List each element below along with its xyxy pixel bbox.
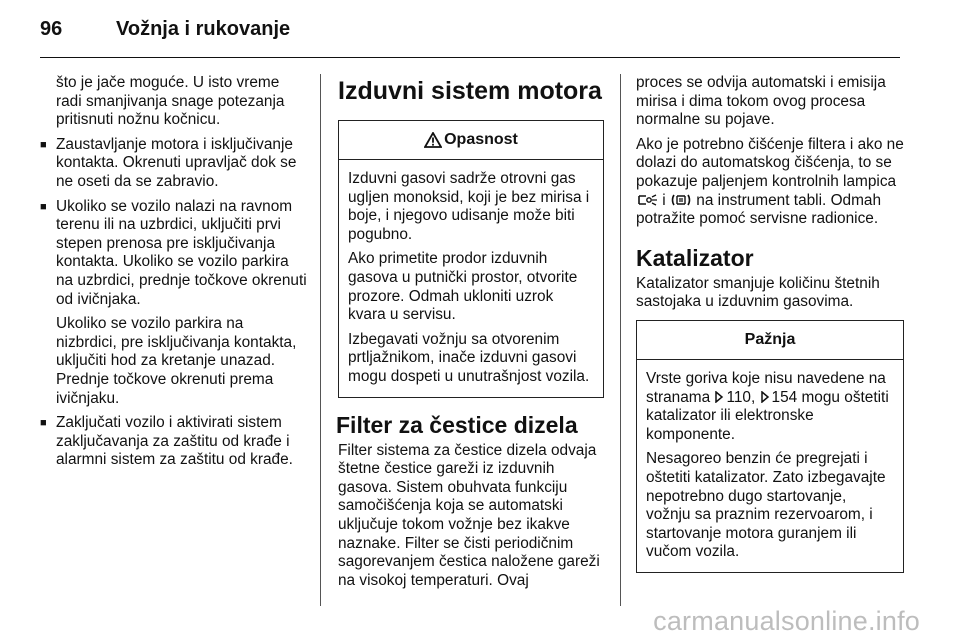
exhaust-lamp-icon <box>636 193 658 207</box>
column-middle <box>338 74 604 596</box>
notice-box-header <box>637 321 903 360</box>
subsection-heading: Filter za čestice dizela <box>336 411 578 438</box>
page-reference-icon <box>760 391 770 403</box>
notice-box-body <box>637 360 903 572</box>
notice-paragraph: Nesagoreo benzin će pregrejati i oštetiti katalizator. Zato izbegavajte nepotrebno dugo startovanje, vožnju sa praznim rezervoarom, i startovanje motora guranjem ili vučom vozila. <box>646 450 886 561</box>
sub-paragraph: Ukoliko se vozilo parkira na nizbrdici, pre isključivanja kontakta, uključiti hod za kretanje unazad. Prednje točkove okrenuti prema ivičnjaku. <box>56 315 297 407</box>
warning-triangle-icon <box>424 132 442 148</box>
danger-paragraph: Ako primetite prodor izduvnih gasova u putnički prostor, otvorite prozore. Odmah ukloniti uzrok kvara u servisu. <box>348 250 578 324</box>
page-header <box>40 18 900 54</box>
danger-paragraph: Izbegavati vožnju sa otvorenim prtljažnikom, inače izduvni gasovi mogu dospeti u unutrašnjost vozila. <box>348 330 590 385</box>
danger-box-body <box>339 160 603 397</box>
square-bullet-icon: ■ <box>40 417 47 430</box>
intro-paragraph: Katalizator smanjuje količinu štetnih sastojaka u izduvnim gasovima. <box>636 274 880 311</box>
glow-plug-lamp-icon <box>670 193 692 207</box>
square-bullet-icon: ■ <box>40 138 47 151</box>
continued-paragraph: što je jače moguće. U isto vreme radi smanjivanja snage potezanja pritisnuti nožnu kočnicu. <box>56 74 285 129</box>
section-heading: Katalizator <box>636 244 754 271</box>
notice-box <box>636 320 904 573</box>
warning-lamp-paragraph: Ako je potrebno čišćenje filtera i ako ne dolazi do automatskog čišćenja, to se pokazuje paljenjem kontrolnih lampica i na instrument tabli. Odmah potražite pomoć servisne radionice. <box>636 135 904 228</box>
column-divider <box>320 74 321 606</box>
column-left <box>40 74 308 476</box>
continued-paragraph: proces se odvija automatski i emisija mirisa i dima tokom ovog procesa normalne su pojave. <box>636 74 886 129</box>
list-item: ■ Ukoliko se vozilo nalazi na ravnom terenu ili na uzbrdici, uključiti prvi stepen prenosa pre isključivanja kontakta. Ukoliko se vozilo parkira na uzbrdici, prednje točkove okrenuti od ivičnjaka. <box>40 197 307 308</box>
section-heading: Izduvni sistem motora <box>338 77 602 105</box>
square-bullet-icon: ■ <box>40 200 47 213</box>
page-reference-icon <box>714 391 724 403</box>
column-right <box>636 74 904 573</box>
danger-box-header <box>339 121 603 160</box>
filter-paragraph: Filter sistema za čestice dizela odvaja štetne čestice gareži iz izduvnih gasova. Sistem obuhvata funkciju samočišćenja koja se automatski uključuje tokom vožnje bez ikakve naznake. Filter se čisti periodičnim sagorevanjem čestica naložene gareži na visokoj temperaturi. Ovaj <box>338 441 600 589</box>
danger-box-title: Opasnost <box>444 130 518 148</box>
list-item: ■ Zaustavljanje motora i isključivanje kontakta. Okrenuti upravljač dok se ne oseti da se zabravio. <box>40 135 297 190</box>
watermark-text: carmanualsonline.info <box>653 606 920 636</box>
list-item: ■ Zaključati vozilo i aktivirati sistem zaključavanja za zaštitu od krađe i alarmni sistem za zaštitu od krađe. <box>40 414 293 469</box>
column-divider <box>620 74 621 606</box>
chapter-title: Vožnja i rukovanje <box>116 18 291 40</box>
danger-paragraph: Izduvni gasovi sadrže otrovni gas ugljen monoksid, koji je bez mirisa i boje, i njegovo udisanje može biti pogubno. <box>348 170 590 243</box>
notice-box-title: Pažnja <box>744 330 796 348</box>
page-number: 96 <box>40 18 63 40</box>
notice-paragraph: Vrste goriva koje nisu navedene na stranama 110, 154 mogu oštetiti katalizator ili elektronske komponente. <box>646 369 889 443</box>
header-divider <box>40 57 900 58</box>
danger-box <box>338 120 604 398</box>
